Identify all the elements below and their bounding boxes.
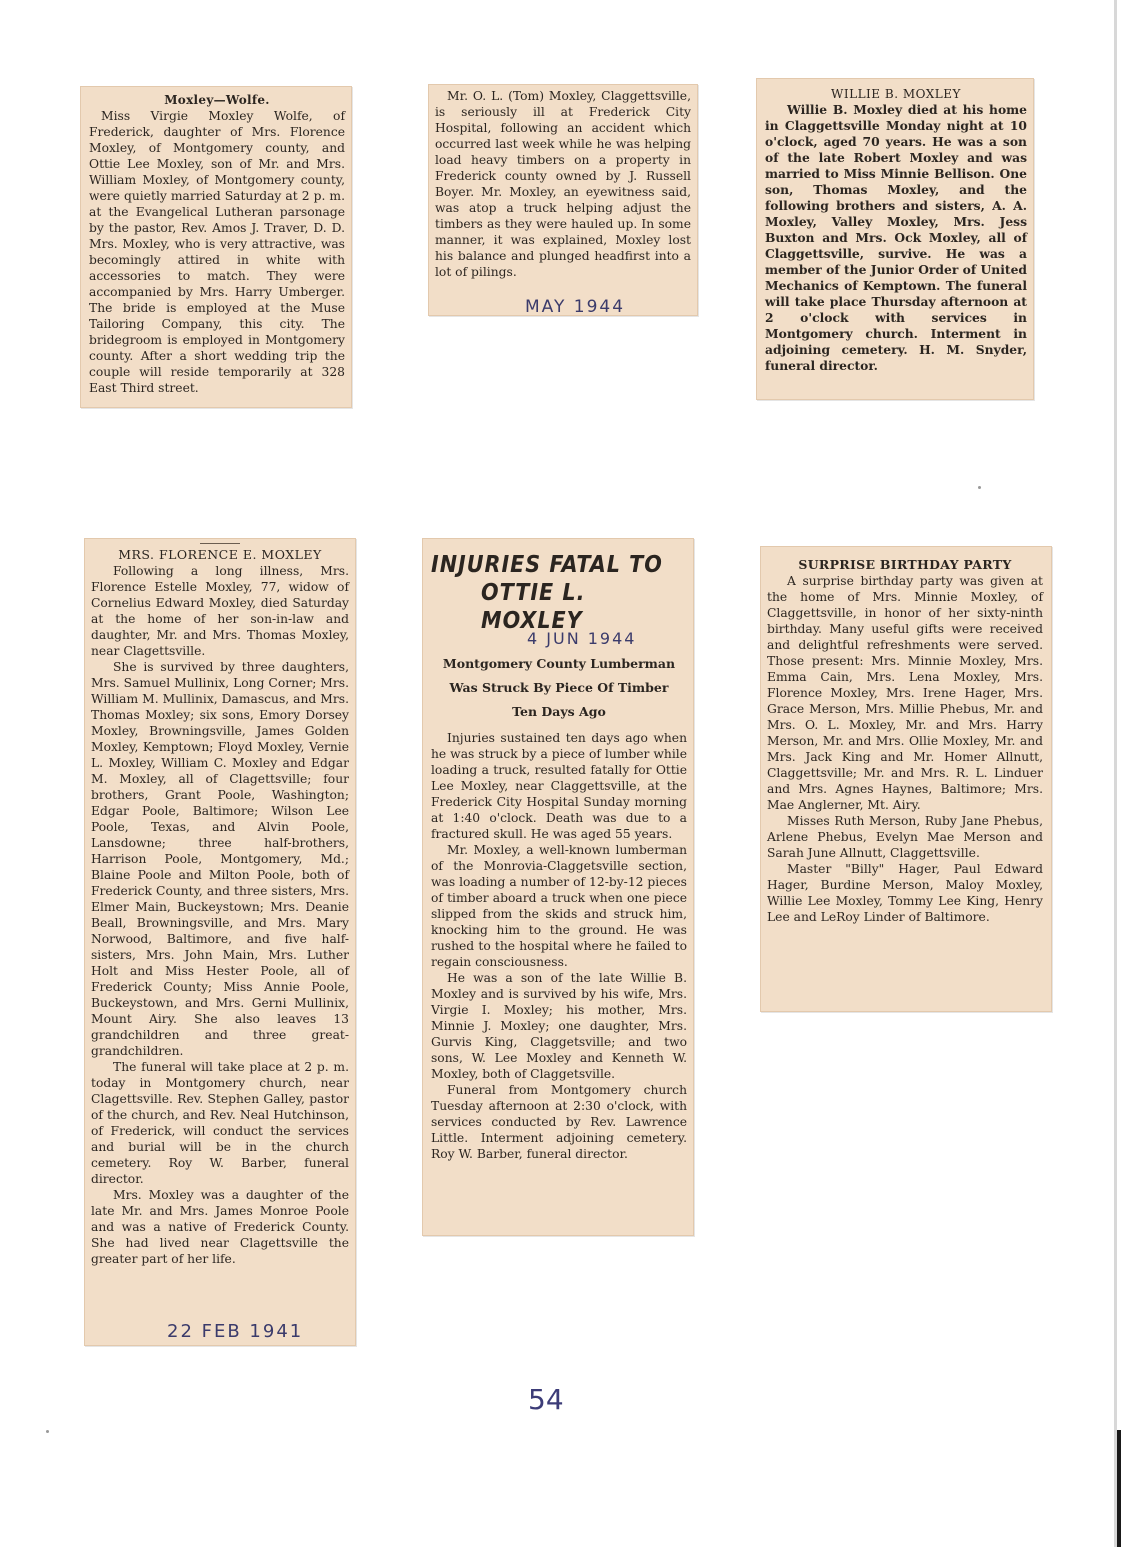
clipping-body: Miss Virgie Moxley Wolfe, of Frederick, daughter of Mrs. Florence Moxley, of Montgomery county, and Ottie Lee Moxley, son of Mr. and Mrs. William Moxley, of Montgomery county, were quietly married Saturday at 2 p. m. at the Evangelical Lutheran parsonage by the pastor, Rev. Amos J. Traver, D. D. Mrs. Moxley, who is very attractive, was becomingly attired in white with accessories to match. They were accompanied by Mrs. Harry Umberger. The bride is employed at the Muse Tailoring Company, this city. The bridegroom is employed in Montgomery county. After a short wedding trip the couple will reside temporarily at 328 East Third street. (89, 109, 345, 395)
clipping-headline-line1: INJURIES FATAL TO (431, 552, 663, 578)
page-edge-shadow (1117, 1430, 1121, 1547)
clipping-paragraph: A surprise birthday party was given at the home of Mrs. Minnie Moxley, of Claggettsville, in honor of her sixty-ninth birthday. Many useful gifts were received and delightful refreshments were served. Those present: Mrs. Minnie Moxley, Mrs. Emma Cain, Mrs. Lena Moxley, Mrs. Florence Moxley, Mrs. Irene Hager, Mrs. Grace Merson, Mrs. Millie Phebus, Mr. and Mrs. O. L. Moxley, Mr. and Mrs. Harry Merson, Mr. and Mrs. Ollie Moxley, Mr. and Mrs. Jack King and Mr. Homer Allnutt, Claggettsville; Mr. and Mrs. R. L. Linduer and Mrs. Agnes Haynes, Baltimore; Mrs. Mae Anglerner, Mt. Airy. (767, 574, 1043, 812)
headline-rule (200, 543, 240, 544)
clipping-tom-moxley-accident (428, 84, 698, 316)
clipping-headline: MRS. FLORENCE E. MOXLEY (118, 547, 322, 562)
clipping-paragraph: Funeral from Montgomery church Tuesday afternoon at 2:30 o'clock, with services conducted by Rev. Lawrence Little. Interment adjoining cemetery. Roy W. Barber, funeral director. (431, 1083, 687, 1161)
clipping-subheadline: Montgomery County Lumberman Was Struck By Piece Of Timber Ten Days Ago (442, 656, 676, 719)
clipping-body: Mr. O. L. (Tom) Moxley, Claggettsville, is seriously ill at Frederick City Hospital, following an accident which occurred last week while he was helping load heavy timbers on a property in Frederick county owned by J. Russell Boyer. Mr. Moxley, an eyewitness said, was atop a truck helping adjust the timbers as they were hauled up. In some manner, it was explained, Moxley lost his balance and plunged headfirst into a lot of pilings. (435, 89, 691, 279)
page-edge (1114, 0, 1117, 1547)
handwritten-date: MAY 1944 (525, 297, 626, 317)
clipping-headline: WILLIE B. MOXLEY (831, 87, 961, 101)
handwritten-date: 4 JUN 1944 (527, 629, 637, 648)
dust-speck (46, 1430, 49, 1433)
clipping-florence-moxley-obituary (84, 538, 356, 1346)
clipping-paragraph: Mr. Moxley, a well-known lumberman of the Monrovia-Claggetsville section, was loading a number of 12-by-12 pieces of timber aboard a truck when one piece slipped from the skids and struck him, knocking him to the ground. He was rushed to the hospital where he failed to regain consciousness. (431, 843, 687, 969)
clipping-headline: Moxley—Wolfe. (164, 93, 270, 107)
clipping-paragraph: He was a son of the late Willie B. Moxley and is survived by his wife, Mrs. Virgie I. Moxley; his mother, Mrs. Minnie J. Moxley; one daughter, Mrs. Gurvis King, Claggetsville; and two sons, W. Lee Moxley and Kenneth W. Moxley, both of Claggetsville. (431, 971, 687, 1081)
clipping-headline: SURPRISE BIRTHDAY PARTY (798, 557, 1012, 572)
handwritten-date: 22 FEB 1941 (167, 1321, 304, 1342)
clipping-headline-line2: OTTIE L. MOXLEY (481, 580, 586, 634)
clipping-paragraph: Following a long illness, Mrs. Florence Estelle Moxley, 77, widow of Cornelius Edward Moxley, died Saturday at the home of her son-in-law and daughter, Mr. and Mrs. Thomas Moxley, near Clagettsville. (91, 564, 349, 658)
page-number: 54 (528, 1383, 564, 1416)
clipping-surprise-birthday-party (760, 546, 1052, 1012)
clipping-paragraph: She is survived by three daughters, Mrs. Samuel Mullinix, Long Corner; Mrs. William M. Mullinix, Damascus, and Mrs. Thomas Moxley; six sons, Emory Dorsey Moxley, Browningsville, James Golden Moxley, Kemptown; Floyd Moxley, Vernie L. Moxley, William C. Moxley and Edgar M. Moxley, all of Clagettsville; four brothers, Grant Poole, Washington; Edgar Poole, Baltimore; Wilson Lee Poole, Texas, and Alvin Poole, Lansdowne; three half-brothers, Harrison Poole, Montgomery, Md.; Blaine Poole and Milton Poole, both of Frederick County, and three sisters, Mrs. Elmer Main, Buckeystown; Mrs. Deanie Beall, Browningsville, and Mrs. Mary Norwood, Baltimore, and five half-sisters, Mrs. John Main, Mrs. Luther Holt and Miss Hester Poole, all of Frederick County; Miss Annie Poole, Buckeystown, and Mrs. Gerni Mullinix, Mount Airy. She also leaves 13 grandchildren and three great-grandchildren. (91, 660, 349, 1058)
clipping-paragraph: Mrs. Moxley was a daughter of the late Mr. and Mrs. James Monroe Poole and was a native of Frederick County. She had lived near Clagettsville the greater part of her life. (91, 1188, 349, 1266)
clipping-paragraph: The funeral will take place at 2 p. m. today in Montgomery church, near Clagettsville. Rev. Stephen Galley, pastor of the church, and Rev. Neal Hutchinson, of Frederick, will conduct the services and burial will be in the church cemetery. Roy W. Barber, funeral director. (91, 1060, 349, 1186)
clipping-body: Willie B. Moxley died at his home in Claggettsville Monday night at 10 o'clock, aged 70 years. He was a son of the late Robert Moxley and was married to Miss Minnie Bellison. One son, Thomas Moxley, and the following brothers and sisters, A. A. Moxley, Valley Moxley, Mrs. Jess Buxton and Mrs. Ock Moxley, all of Claggettsville, survive. He was a member of the Junior Order of United Mechanics of Kemptown. The funeral will take place Thursday afternoon at 2 o'clock with services in Montgomery church. Interment in adjoining cemetery. H. M. Snyder, funeral director. (765, 102, 1027, 373)
dust-speck (978, 486, 981, 489)
clipping-ottie-moxley-death (422, 538, 694, 1236)
clipping-paragraph: Misses Ruth Merson, Ruby Jane Phebus, Arlene Phebus, Evelyn Mae Merson and Sarah June Allnutt, Claggettsville. (767, 814, 1043, 860)
clipping-moxley-wolfe-wedding (80, 86, 352, 408)
clipping-paragraph: Master "Billy" Hager, Paul Edward Hager, Burdine Merson, Maloy Moxley, Willie Lee Moxley, Tommy Lee King, Henry Lee and LeRoy Linder of Baltimore. (767, 862, 1043, 924)
clipping-willie-moxley-obituary (756, 78, 1034, 400)
clipping-paragraph: Injuries sustained ten days ago when he was struck by a piece of lumber while loading a truck, resulted fatally for Ottie Lee Moxley, near Claggettsville, at the Frederick City Hospital Sunday morning at 1:40 o'clock. Death was due to a fractured skull. He was aged 55 years. (431, 731, 687, 841)
